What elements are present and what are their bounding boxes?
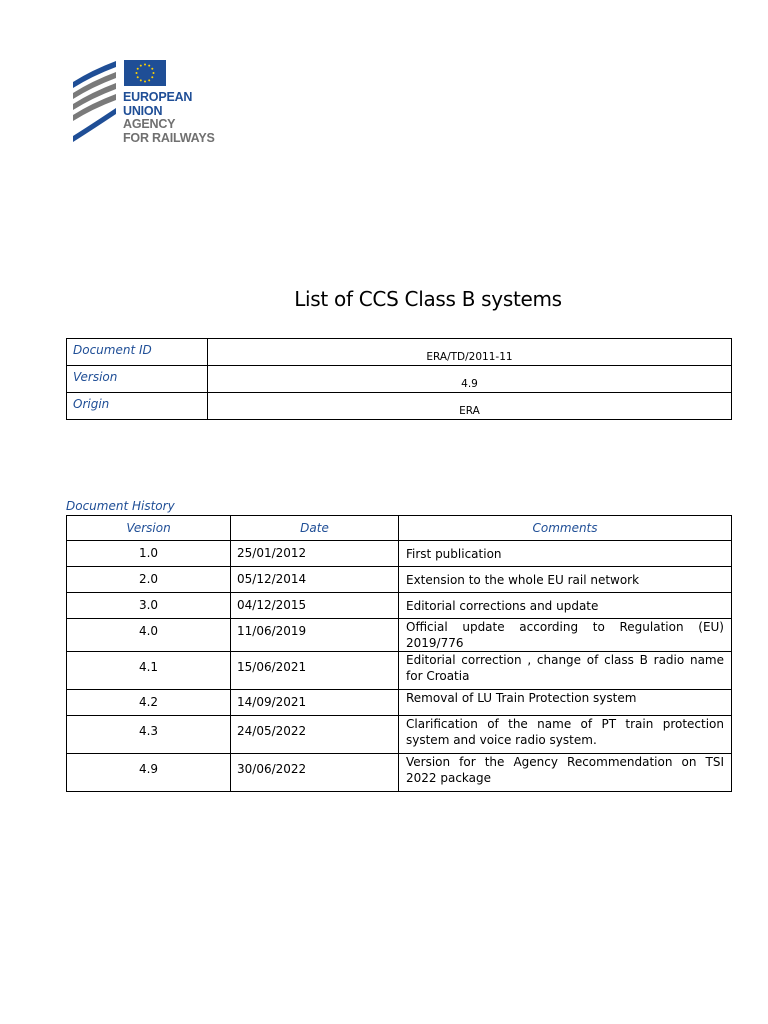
- history-version: 4.0: [67, 619, 231, 652]
- history-date: 05/12/2014: [231, 567, 399, 593]
- document-id-label: Document ID: [67, 339, 208, 366]
- history-version: 2.0: [67, 567, 231, 593]
- history-date: 11/06/2019: [231, 619, 399, 652]
- table-row: [67, 339, 732, 366]
- table-row: [67, 593, 732, 619]
- history-date: 25/01/2012: [231, 541, 399, 567]
- history-comment: Version for the Agency Recommendation on TSI 2022 package: [399, 754, 732, 792]
- history-date: 24/05/2022: [231, 716, 399, 754]
- history-version: 4.1: [67, 652, 231, 690]
- history-version: 4.2: [67, 690, 231, 716]
- table-row: [67, 619, 732, 652]
- table-row: [67, 754, 732, 792]
- eu-flag-icon: [124, 60, 166, 86]
- origin-value: ERA: [208, 393, 732, 420]
- table-row: [67, 567, 732, 593]
- history-comment: Official update according to Regulation (EU) 2019/776: [399, 619, 732, 652]
- document-history-caption: Document History: [66, 499, 175, 513]
- history-date: 04/12/2015: [231, 593, 399, 619]
- logo-line-railways: FOR RAILWAYS: [123, 130, 215, 145]
- history-comment: Editorial corrections and update: [399, 593, 732, 619]
- history-version: 4.3: [67, 716, 231, 754]
- version-value: 4.9: [208, 366, 732, 393]
- column-header-version: Version: [67, 516, 231, 541]
- table-row: [67, 366, 732, 393]
- history-version: 4.9: [67, 754, 231, 792]
- era-logo: [70, 58, 230, 148]
- origin-label: Origin: [67, 393, 208, 420]
- history-date: 30/06/2022: [231, 754, 399, 792]
- column-header-date: Date: [231, 516, 399, 541]
- history-comment: First publication: [399, 541, 732, 567]
- table-row: [67, 652, 732, 690]
- table-header-row: [67, 516, 732, 541]
- logo-line-union: UNION: [123, 103, 163, 118]
- table-row: [67, 690, 732, 716]
- history-comment: Editorial correction , change of class B radio name for Croatia: [399, 652, 732, 690]
- column-header-comments: Comments: [399, 516, 732, 541]
- history-date: 15/06/2021: [231, 652, 399, 690]
- table-row: [67, 393, 732, 420]
- document-id-value: ERA/TD/2011-11: [208, 339, 732, 366]
- document-identification-table: [66, 338, 732, 420]
- logo-line-european: EUROPEAN: [123, 90, 193, 104]
- history-comment: Removal of LU Train Protection system: [399, 690, 732, 716]
- logo-wordmark: [123, 91, 215, 145]
- document-title: List of CCS Class B systems: [294, 287, 562, 311]
- document-history-table: [66, 515, 732, 792]
- version-label: Version: [67, 366, 208, 393]
- history-comment: Extension to the whole EU rail network: [399, 567, 732, 593]
- rail-stripes-logo-icon: [70, 58, 122, 148]
- logo-line-agency: AGENCY: [123, 117, 176, 131]
- table-row: [67, 716, 732, 754]
- history-date: 14/09/2021: [231, 690, 399, 716]
- table-row: [67, 541, 732, 567]
- history-version: 1.0: [67, 541, 231, 567]
- history-version: 3.0: [67, 593, 231, 619]
- history-comment: Clarification of the name of PT train protection system and voice radio system.: [399, 716, 732, 754]
